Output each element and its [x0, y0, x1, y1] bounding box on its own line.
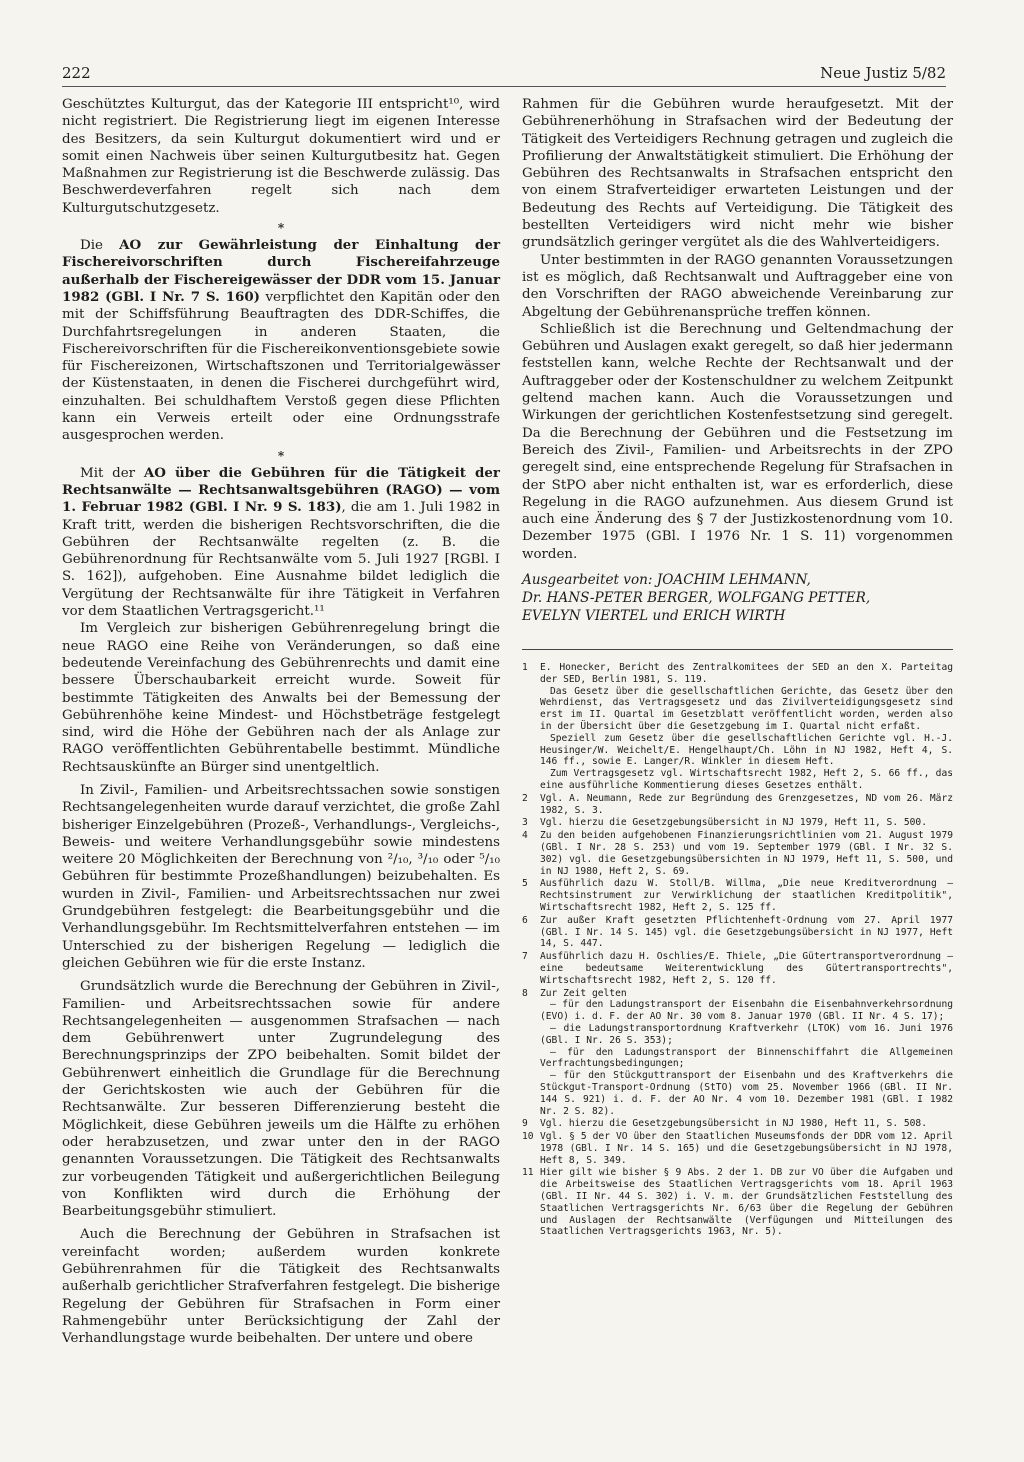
footnote-number: 8: [522, 987, 528, 999]
footnote-number: 1: [522, 662, 528, 674]
footnote-rule: [522, 649, 953, 650]
paragraph: In Zivil-, Familien- und Arbeitsrechtssachen sowie sonstigen Rechtsangelegenheiten wurde darauf verzichtet, die große Zahl bisheriger Einzelgebühren (Prozeß-, Verhandlungs-, Vergleichs-, Beweis- und weitere Verhandlungsgebühr sowie mindestens weitere 20 Möglichkeiten der Berechnung von ²/₁₀, ³/₁₀ oder ⁵/₁₀ Gebühren für bestimmte Prozeßhandlungen) beizubehalten. Es wurden in Zivil-, Familien- und Arbeitsrechtssachen nur zwei Grundgebühren festgelegt: die Bearbeitungsgebühr und die Verhandlungsgebühr. Im Rechtsmittelverfahren entstehen — im Unterschied zu der bisherigen Regelung — lediglich die gleichen Gebühren wie für die erste Instanz.: [62, 782, 500, 971]
footnote-number: 3: [522, 817, 528, 829]
footnote-number: 7: [522, 951, 528, 963]
footnote-number: 6: [522, 914, 528, 926]
section-separator: *: [277, 448, 285, 463]
footnote-number: 5: [522, 878, 528, 890]
footnote-text: Zur Zeit gelten: [540, 987, 627, 999]
paragraph: Unter bestimmten in der RAGO genannten Voraussetzungen ist es möglich, daß Rechtsanwalt und Auftraggeber eine von den Vorschriften der RAGO abweichende Vereinbarung zur Abgeltung der Gebührenansprüche treffen können.: [522, 252, 953, 320]
footnote-text: Ausführlich dazu H. Oschlies/E. Thiele, „Die Gütertransportverordnung — eine bedeutsame Weiterentwicklung des Gütertransportrechts", Wirtschaftsrecht 1982, Heft 2, S. 120 ff.: [540, 951, 953, 986]
footnote-number: 11: [522, 1167, 534, 1179]
paragraph: Schließlich ist die Berechnung und Geltendmachung der Gebühren und Auslagen exakt geregelt, so daß hier jedermann feststellen kann, welche Rechte der Rechtsanwalt und der Auftraggeber oder der Kostenschuldner zu welchem Zeitpunkt geltend machen kann. Auch die Voraussetzungen und Wirkungen der gerichtlichen Kostenfestsetzung sind geregelt. Da die Berechnung der Gebühren und die Festsetzung im Bereich des Zivil-, Familien- und Arbeitsrechts in der ZPO geregelt sind, eine entsprechende Regelung für Strafsachen in der StPO aber nicht enthalten ist, war es erforderlich, diese Regelung in die RAGO aufzunehmen. Aus diesem Grund ist auch eine Änderung des § 7 der Justizkostenordnung vom 10. Dezember 1975 (GBl. I 1976 Nr. 1 S. 11) vorgenommen worden.: [522, 321, 953, 562]
journal-running-head: Neue Justiz 5/82: [820, 64, 946, 82]
footnote-text: – für den Stückguttransport der Eisenbahn und des Kraftverkehrs die Stückgut-Transport-Ordnung (StTO) vom 25. November 1966 (GBl. II Nr. 144 S. 921) i. d. F. der AO Nr. 4 vom 10. Dezember 1981 (GBl. I 1982 Nr. 2 S. 82).: [540, 1070, 953, 1117]
footnote: [522, 830, 953, 877]
footnote: [522, 1131, 953, 1166]
paragraph: Geschütztes Kulturgut, das der Kategorie III entspricht¹⁰, wird nicht registriert. Die Registrierung liegt im eigenen Interesse des Besitzers, da sein Kulturgut dokumentiert wird und er somit einen Nachweis über seinen Kulturgutbesitz hat. Gegen Maßnahmen zur Registrierung ist die Beschwerde zulässig. Das Beschwerdeverfahren regelt sich nach dem Kulturgutschutzgesetz.: [62, 97, 500, 216]
footnote-text: Hier gilt wie bisher § 9 Abs. 2 der 1. DB zur VO über die Aufgaben und die Arbeitsweise des Staatlichen Vertragsgerichts vom 18. April 1963 (GBl. II Nr. 44 S. 302) i. V. m. der Grundsätzlichen Feststellung des Staatlichen Vertragsgerichts Nr. 6/63 über die Regelung der Gebühren und Auslagen der Rechtsanwälte (Verfügungen und Mitteilungen des Staatlichen Vertragsgerichts 1963, Nr. 5).: [540, 1167, 953, 1238]
bold-citation: AO zur Gewährleistung der Einhaltung der Fischereivorschriften durch Fischereifahrzeuge außerhalb der Fischereigewässer der DDR vom 15. Januar 1982 (GBl. I Nr. 7 S. 160): [62, 237, 500, 305]
footnote-text: Speziell zum Gesetz über die gesellschaftlichen Gerichte vgl. H.-J. Heusinger/W. Weichelt/E. Hengelhaupt/Ch. Löhn in NJ 1982, Heft 4, S. 146 ff., sowie E. Langer/R. Winkler in diesem Heft.: [540, 732, 953, 768]
bold-citation: AO über die Gebühren für die Tätigkeit der Rechtsanwälte — Rechtsanwaltsgebühren (RAGO) — vom 1. Februar 1982 (GBl. I Nr. 9 S. 183): [62, 464, 500, 516]
paragraph: Auch die Berechnung der Gebühren in Strafsachen ist vereinfacht worden; außerdem wurden konkrete Gebührenrahmen für die Tätigkeit des Rechtsanwalts außerhalb gerichtlicher Strafverfahren festgelegt. Die bisherige Regelung der Gebühren für Strafsachen in Form einer Rahmengebühr unter Berücksichtigung der Zahl der Verhandlungstage wurde beibehalten. Der untere und obere: [62, 1227, 500, 1347]
footnote-text: Vgl. A. Neumann, Rede zur Begründung des Grenzgesetzes, ND vom 26. März 1982, S. 3.: [540, 792, 953, 816]
right-column: [522, 96, 953, 1239]
header-rule: [62, 86, 946, 87]
footnote: [522, 817, 953, 829]
footnote: [522, 878, 953, 913]
footnote-text: Ausführlich dazu W. Stoll/B. Willma, „Die neue Kreditverordnung — Rechtsinstrument zur Verwirklichung der staatlichen Kreditpolitik", Wirtschaftsrecht 1982, Heft 2, S. 125 ff.: [540, 878, 953, 913]
paragraph: Im Vergleich zur bisherigen Gebührenregelung bringt die neue RAGO eine Reihe von Veränderungen, so daß eine bedeutende Vereinfachung des Gebührenrechts und damit eine bessere Überschaubarkeit erreicht wurde. Soweit für bestimmte Tätigkeiten des Anwalts bei der Bemessung der Gebührenhöhe keine Mindest- und Höchstbeträge festgelegt sind, wird die Höhe der Gebühren nach der als Anlage zur RAGO veröffentlichten Gebührentabelle bestimmt. Mündliche Rechtsauskünfte an Bürger sind unentgeltlich.: [62, 621, 500, 775]
footnote: [522, 951, 953, 986]
paragraph: Mit der AO über die Gebühren für die Tätigkeit der Rechtsanwälte — Rechtsanwaltsgebühren (RAGO) — vom 1. Februar 1982 (GBl. I Nr. 9 S. 183), die am 1. Juli 1982 in Kraft tritt, werden die bisherigen Rechtsvorschriften, die die Gebühren der Rechtsanwälte regelten (z. B. die Gebührenordnung für Rechtsanwälte vom 5. Juli 1927 [RGBl. I S. 162]), aufgehoben. Eine Ausnahme bildet lediglich die Vergütung der Rechtsanwälte für ihre Tätigkeit in Verfahren vor dem Staatlichen Vertragsgericht.¹¹: [62, 464, 500, 620]
footnote-text: – für den Ladungstransport der Eisenbahn die Eisenbahnverkehrsordnung (EVO) i. d. F. der AO Nr. 30 vom 8. Januar 1970 (GBl. II Nr. 4 S. 17);: [540, 999, 953, 1023]
footnote-number: 4: [522, 830, 528, 842]
footnote: [522, 915, 953, 950]
paragraph: Die AO zur Gewährleistung der Einhaltung der Fischereivorschriften durch Fischereifahrzeuge außerhalb der Fischereigewässer der DDR vom 15. Januar 1982 (GBl. I Nr. 7 S. 160) verpflichtet den Kapitän oder den mit der Schiffsführung Beauftragten des DDR-Schiffes, die Durchfahrtsregelungen in anderen Staaten, die Fischereivorschriften für die Fischereikonventionsgebiete sowie für Fischereizonen, Wirtschaftszonen und Territorialgewässer der Küstenstaaten, in denen die Fischerei durchgeführt wird, einzuhalten. Bei schuldhaftem Verstoß gegen diese Pflichten kann ein Verweis erteilt oder eine Ordnungsstrafe ausgesprochen werden.: [62, 237, 500, 444]
footnote: [522, 1167, 953, 1238]
footnote-text: – für den Ladungstransport der Binnenschiffahrt die Allgemeinen Verfrachtungsbedingungen;: [540, 1046, 953, 1070]
footnote-text: – die Ladungstransportordnung Kraftverkehr (LTOK) vom 16. Juni 1976 (GBl. I Nr. 26 S. 353);: [540, 1022, 953, 1046]
footnote-text: Zu den beiden aufgehobenen Finanzierungsrichtlinien vom 21. August 1979 (GBl. I Nr. 28 S. 253) und vom 19. September 1979 (GBl. I Nr. 32 S. 302) vgl. die Gesetzgebungsübersichten in NJ 1979, Heft 11, S. 500, und in NJ 1980, Heft 2, S. 69.: [540, 830, 953, 877]
footnote-text: Vgl. hierzu die Gesetzgebungsübersicht in NJ 1980, Heft 11, S. 508.: [540, 1118, 927, 1130]
footnote: [522, 988, 953, 1118]
left-column: [62, 96, 500, 1347]
paragraph: Grundsätzlich wurde die Berechnung der Gebühren in Zivil-, Familien- und Arbeitsrechtssachen sowie für andere Rechtsangelegenheiten — ausgenommen Strafsachen — nach dem Gebührenwert unter Zugrundelegung des Berechnungsprinzips der ZPO beibehalten. Somit bildet der Gebührenwert einheitlich die Grundlage für die Berechnung der Gerichtskosten wie auch der Gebühren für die Rechtsanwälte. Zur besseren Differenzierung besteht die Möglichkeit, diese Gebühren jeweils um die Hälfte zu erhöhen oder herabzusetzen, und zwar unter den in der RAGO genannten Voraussetzungen. Die Tätigkeit des Rechtsanwalts zur vorbeugenden Tätigkeit und außergerichtlichen Beilegung von Konflikten wird durch die Erhöhung der Bearbeitungsgebühr stimuliert.: [62, 979, 500, 1220]
footnote: [522, 793, 953, 817]
paragraph: Rahmen für die Gebühren wurde heraufgesetzt. Mit der Gebührenerhöhung in Strafsachen wird der Bedeutung der Tätigkeit des Verteidigers Rechnung getragen und zugleich die Profilierung der Anwaltstätigkeit stimuliert. Die Erhöhung der Gebühren des Rechtsanwalts in Strafsachen entspricht den von einem Strafverteidiger erwarteten Leistungen und der Bedeutung des Rechts auf Verteidigung. Die Tätigkeit des bestellten Verteidigers wird nicht mehr wie bisher grundsätzlich geringer vergütet als die des Wahlverteidigers.: [522, 97, 953, 251]
footnotes: [522, 662, 953, 1238]
footnote-number: 10: [522, 1131, 534, 1143]
authors-credit: Ausgearbeitet von: JOACHIM LEHMANN, Dr. HANS-PETER BERGER, WOLFGANG PETTER, EVELYN VIERTEL und ERICH WIRTH: [522, 572, 871, 625]
footnote-text: Das Gesetz über die gesellschaftlichen Gerichte, das Gesetz über den Wehrdienst, das Vertragsgesetz und das Zivilverteidigungsgesetz sind erst im II. Quartal im Gesetzblatt veröffentlicht worden, werden also in der Übersicht über die Gesetzgebung im I. Quartal nicht erfaßt.: [540, 685, 953, 732]
footnote-text: E. Honecker, Bericht des Zentralkomitees der SED an den X. Parteitag der SED, Berlin 1981, S. 119.: [540, 662, 953, 685]
footnote-text: Vgl. hierzu die Gesetzgebungsübersicht in NJ 1979, Heft 11, S. 500.: [540, 817, 927, 829]
footnote: [522, 662, 953, 792]
footnote-number: 2: [522, 792, 528, 804]
footnote-number: 9: [522, 1118, 528, 1130]
footnote-text: Zur außer Kraft gesetzten Pflichtenheft-Ordnung vom 27. April 1977 (GBl. I Nr. 14 S. 145) vgl. die Gesetzgebungsübersicht in NJ 1977, Heft 14, S. 447.: [540, 914, 953, 950]
section-separator: *: [277, 221, 285, 236]
page-number: 222: [62, 64, 91, 82]
footnote-text: Zum Vertragsgesetz vgl. Wirtschaftsrecht 1982, Heft 2, S. 66 ff., das eine ausführliche Kommentierung dieses Gesetzes enthält.: [540, 768, 953, 791]
footnote: [522, 1118, 953, 1130]
footnote-text: Vgl. § 5 der VO über den Staatlichen Museumsfonds der DDR vom 12. April 1978 (GBl. I Nr. 14 S. 165) und die Gesetzgebungsübersicht in NJ 1978, Heft 8, S. 349.: [540, 1131, 953, 1166]
